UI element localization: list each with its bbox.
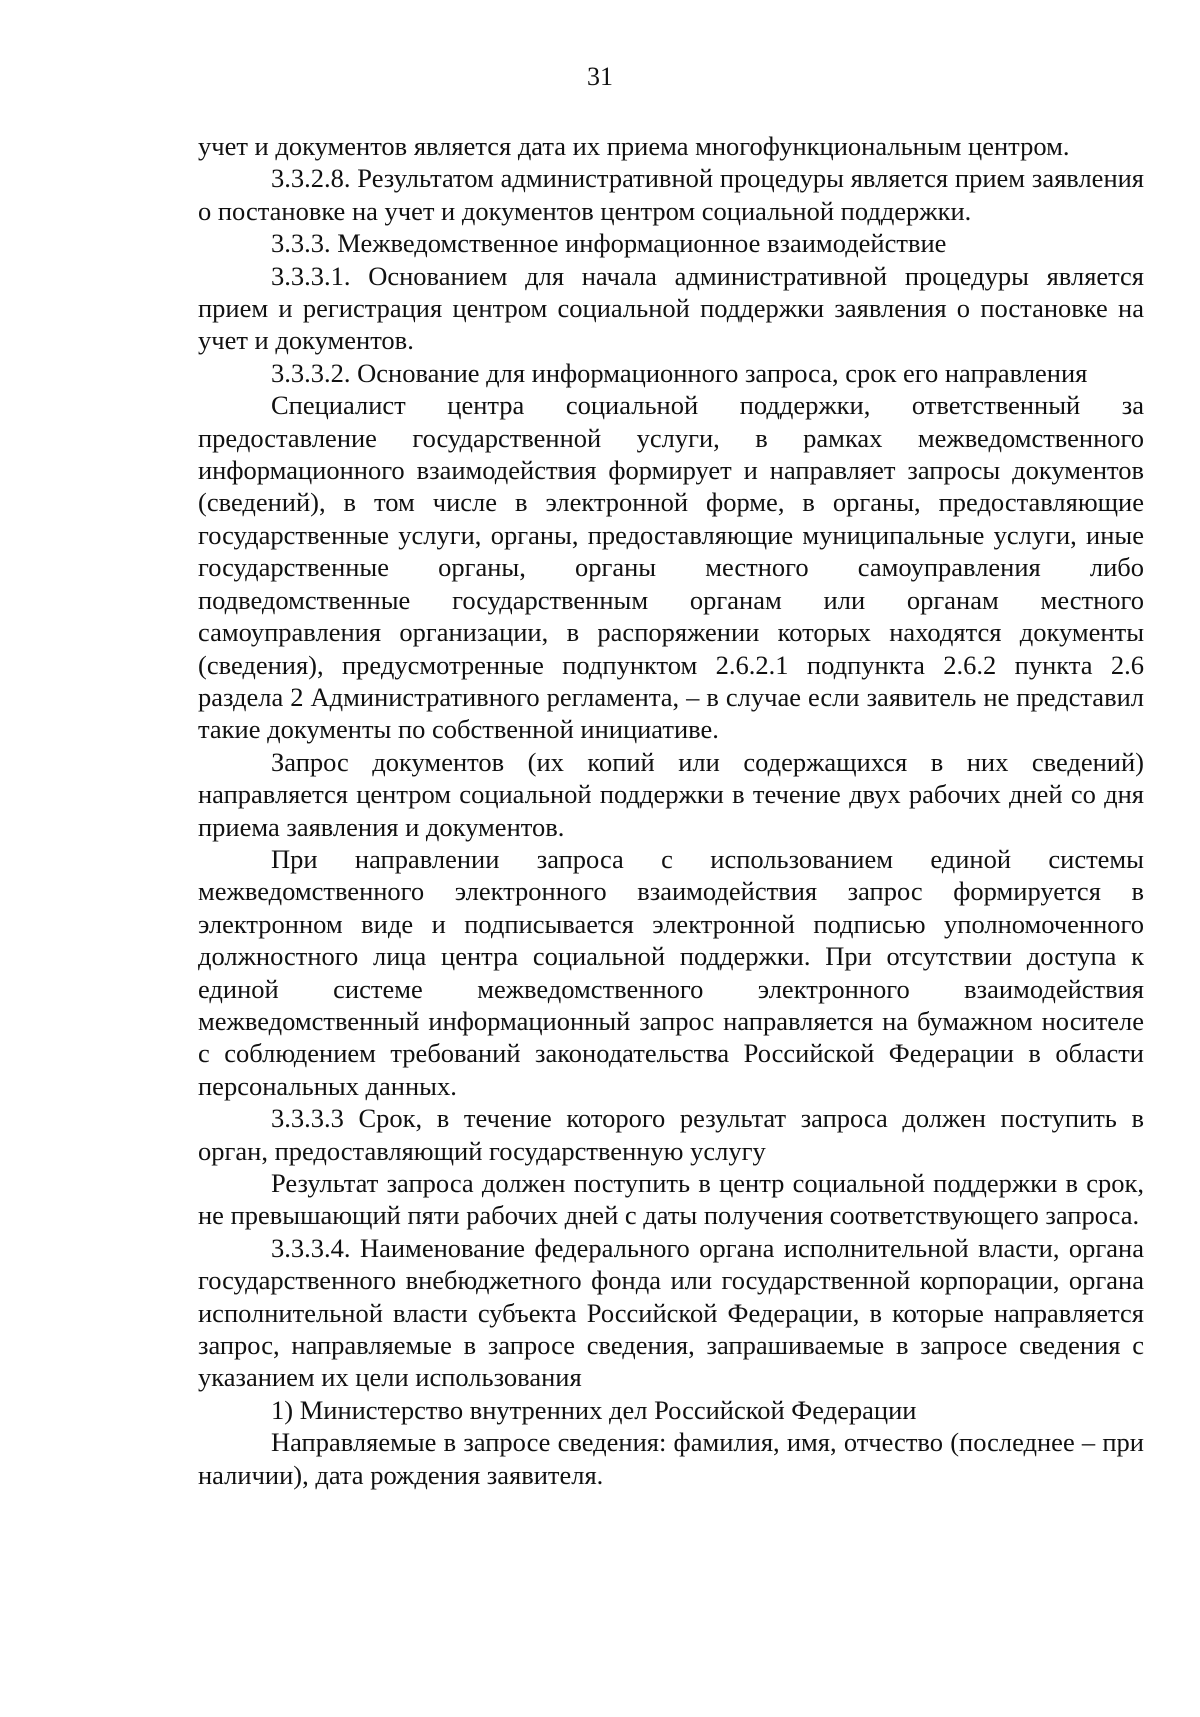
paragraph-3-3-3-3: 3.3.3.3 Срок, в течение которого результат запроса должен поступить в орган, предоставляющий государственную услугу bbox=[198, 1103, 1144, 1166]
list-item-ministry: 1) Министерство внутренних дел Российской Федерации bbox=[271, 1394, 917, 1425]
paragraph-3-3-3-1: 3.3.3.1. Основанием для начала административной процедуры является прием и регистрация центром социальной поддержки заявления о постановке на учет и документов. bbox=[198, 260, 1144, 356]
paragraph-3-3-3-2: 3.3.3.2. Основание для информационного запроса, срок его направления bbox=[271, 357, 1088, 388]
paragraph-request-timing: Запрос документов (их копий или содержащихся в них сведений) направляется центром социальной поддержки в течение двух рабочих дней со дня приема заявления и документов. bbox=[198, 746, 1144, 842]
paragraph-electronic-interaction: При направлении запроса с использованием единой системы межведомственного электронного взаимодействия запрос формируется в электронном виде и подписывается электронной подписью уполномоченного должностного лица центра социальной поддержки. При отсутствии доступа к единой системе межведомственного электронного взаимодействия межведомственный информационный запрос направляется на бумажном носителе с соблюдением требований законодательства Российской Федерации в области персональных данных. bbox=[198, 843, 1144, 1101]
section-heading-3-3-3: 3.3.3. Межведомственное информационное взаимодействие bbox=[271, 228, 947, 259]
document-body bbox=[198, 130, 1144, 1491]
page-number: 31 bbox=[587, 62, 613, 91]
paragraph-sent-data: Направляемые в запросе сведения: фамилия, имя, отчество (последнее – при наличии), дата рождения заявителя. bbox=[198, 1427, 1144, 1490]
paragraph-continuation: учет и документов является дата их приема многофункциональным центром. bbox=[198, 131, 1070, 161]
paragraph-result-deadline: Результат запроса должен поступить в центр социальной поддержки в срок, не превышающий пяти рабочих дней с даты получения соответствующего запроса. bbox=[198, 1168, 1144, 1231]
paragraph-specialist-requests: Специалист центра социальной поддержки, ответственный за предоставление государственной услуги, в рамках межведомственного информационного взаимодействия формирует и направляет запросы документов (сведений), в том числе в электронной форме, в органы, предоставляющие государственные услуги, органы, предоставляющие муниципальные услуги, иные государственные органы, органы местного самоуправления либо подведомственные государственным органам или органам местного самоуправления организации, в распоряжении которых находятся документы (сведения), предусмотренные подпунктом 2.6.2.1 подпункта 2.6.2 пункта 2.6 раздела 2 Административного регламента, – в случае если заявитель не представил такие документы по собственной инициативе. bbox=[198, 390, 1144, 745]
paragraph-3-3-2-8: 3.3.2.8. Результатом административной процедуры является прием заявления о постановке на учет и документов центром социальной поддержки. bbox=[198, 163, 1144, 226]
paragraph-3-3-3-4: 3.3.3.4. Наименование федерального органа исполнительной власти, органа государственного внебюджетного фонда или государственной корпорации, органа исполнительной власти субъекта Российской Федерации, в которые направляется запрос, направляемые в запросе сведения, запрашиваемые в запросе сведения с указанием их цели использования bbox=[198, 1232, 1144, 1393]
